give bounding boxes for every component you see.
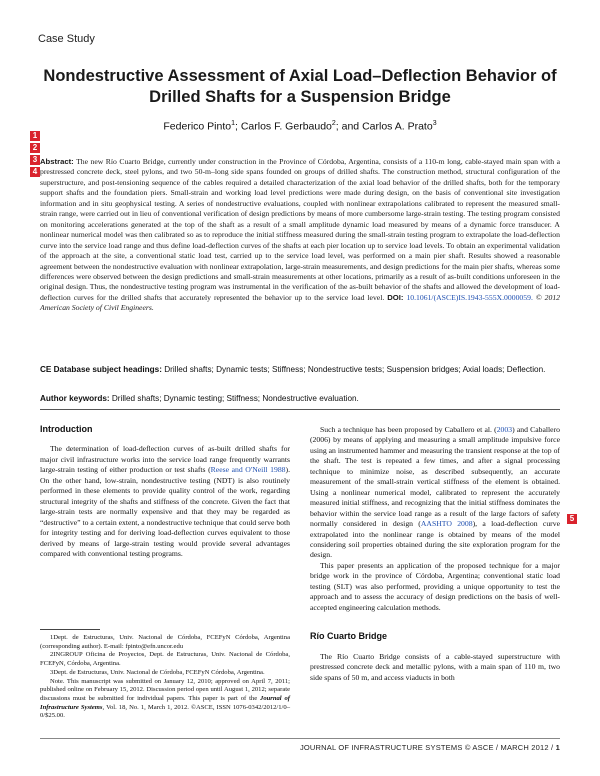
annotation-marker-5[interactable]: 5 (567, 514, 577, 524)
author-1-affil: 1 (231, 120, 235, 127)
annotation-marker-2[interactable]: 2 (30, 143, 40, 153)
paragraph (310, 425, 560, 561)
divider (40, 409, 560, 410)
author-keywords (40, 393, 560, 404)
author-3-affil: 3 (432, 120, 437, 127)
footnote-2: 2INGROUP Oficina de Proyectos, Dept. de Estructuras, Univ. Nacional de Córdoba, FCEFyN, Córdoba, Argentina. (40, 651, 290, 668)
annotation-marker-3[interactable]: 3 (30, 155, 40, 165)
intro-text: ). On the other hand, low-strain, nondestructive testing (NDT) is also routinely performed in these elements to provide quality control of the work, regarding structural integrity of the shafts and stiffness of the concrete. Given the fact that large-strain tests are normally expensive and that they may be regarded as “destructive” to a certain extent, a nondestructive technique that could serve both for integrity testing and for deriving load-deflection curves equivalent to those derived by means of large-strain testing would provide several advantages compared with conventional testing programs. (40, 465, 290, 558)
ce-database-headings (40, 364, 560, 375)
left-column (40, 424, 290, 559)
author-keywords-label: Author keywords: (40, 394, 110, 403)
note-text: Note. This manuscript was submitted on January 12, 2010; approved on April 7, 2011; published online on February 15, 2012. Discussion period open until August 1, 2012; separate discussions must be submitted for individual papers. This paper is part of the (40, 677, 290, 702)
intro-heading: Introduction (40, 424, 93, 434)
annotation-marker-4[interactable]: 4 (30, 167, 40, 177)
body-text: Such a technique has been proposed by Caballero et al. ( (320, 425, 497, 434)
annotation-marker-1[interactable]: 1 (30, 131, 40, 141)
ce-database-label: CE Database subject headings: (40, 365, 162, 374)
copyright: © 2012 American Society of Civil Engineers. (40, 292, 561, 313)
footnote-divider (40, 629, 100, 630)
citation-link[interactable]: 2003 (496, 425, 513, 434)
author-keywords-text: Drilled shafts; Dynamic testing; Stiffness; Nondestructive evaluation. (109, 394, 359, 403)
abstract-body: The new Río Cuarto Bridge, currently under construction in the Province of Córdoba, Argentina, consists of a 110-m long, cable-stayed main span with a prestressed concrete deck, steel pylons, and two 50-m–long side spans founded on groups of drilled shafts. The construction method, structural configuration of the superstructure, and post-tensioning sequence of the cables required a detailed characterization of the axial load behavior of the drilled shafts, both for the temporary support shafts and the foundation piers. Small-strain and working load level predictions were made during design, on the basis of conventional site investigation information and in situ geophysical testing. A series of nondestructive evaluations, coupled with nonlinear extrapolations calibrated to represent the measured small-strain range, were carried out in lieu of conventional verification of design predictions by means of more cumbersome large-strain testing. The testing program consisted on monitoring accelerations generated at the top of the shaft as a result of a small amplitude dynamic load measured by means of a dynamic force transducer. A nonlinear numerical model was then calibrated so as to reproduce the initial stiffness measured during the small-strain testing program to extrapolate the load-deflection curve into the service load range and thus define load-deflection curves of the shafts at each pier location up to service load levels. To obtain an experimental validation of the approach at the site, a conventional static load test, carried up to the service load level, was performed on a main pier shaft. Results showed a reasonable agreement between the nondestructive evaluation with nonlinear extrapolation, large-strain measurements, and design predictions for the main pier shafts, whereas some differences were observed between the design predictions and small-strain measurements at other locations, primarily as a result of as-built conditions unforeseen in the original design. Thus, the nondestructive testing program was instrumental in the verification of the as-built behavior of the shafts and allowed the development of load-deflection curves for the drilled shafts that accurately represented the behavior up to the service load level. (40, 157, 560, 302)
author-separator: ; (235, 120, 241, 133)
section-label: Case Study (38, 33, 95, 45)
note-text: , Vol. 18, No. 1, March 1, 2012. ©ASCE, ISSN 1076-0342/2012/1/0–0/$25.00. (40, 703, 290, 720)
author-2: Carlos F. Gerbaudo (240, 120, 332, 133)
abstract-label: Abstract: (40, 157, 74, 166)
footnote-3: 3Dept. de Estructuras, Univ. Nacional de Córdoba, FCEFyN Córdoba, Argentina. (50, 668, 265, 676)
author-list (40, 120, 560, 133)
paper-title: Nondestructive Assessment of Axial Load–Deflection Behavior of Drilled Shafts for a Suspension Bridge (43, 67, 557, 106)
intro-text: The determination of load-deflection curves of as-built drilled shafts for major civil infrastructure works into the service load range frequently warrants large-strain testing of either production or test shafts ( (40, 444, 290, 475)
footer-journal: JOURNAL OF INFRASTRUCTURE SYSTEMS © ASCE / MARCH 2012 / (299, 743, 556, 752)
page-footer (300, 743, 560, 752)
intro-paragraph (40, 444, 290, 559)
doi-label: DOI: (387, 292, 404, 302)
ce-database-text: Drilled shafts; Dynamic tests; Stiffness; Nondestructive tests; Suspension bridges; Axial loads; Deflection. (161, 365, 546, 374)
author-1: Federico Pinto (163, 120, 232, 133)
journal-name: Journal of Infrastructure Systems (40, 694, 290, 711)
abstract (40, 157, 560, 314)
section-heading: Río Cuarto Bridge (310, 631, 388, 642)
right-column (310, 425, 560, 683)
page-number: 1 (555, 743, 560, 752)
footnote-1: 1Dept. de Estructuras, Univ. Nacional de Córdoba, FCEFyN Córdoba, Argentina (corresponding author). E-mail: fpinto@efn.uncor.edu (40, 634, 290, 650)
author-separator: ; and (335, 120, 363, 133)
footnotes (40, 634, 290, 721)
paragraph: This paper presents an application of the proposed technique for a major bridge work in the province of Córdoba, Argentina; conventional static load testing (SLT) was also performed, providing a unique opportunity to test the approach and to assess the accuracy of design predictions on the basis of well-accepted engineering calculation methods. (310, 560, 560, 612)
footer-divider (40, 738, 560, 739)
paragraph: The Río Cuarto Bridge consists of a cable-stayed superstructure with prestressed concrete deck and metallic pylons, with a main span of 110 m, two side spans of 50 m, and access viaducts in both (310, 651, 560, 682)
citation-link[interactable]: Reese and O'Neill 1988 (210, 465, 286, 475)
body-text: ), a load-deflection curve extrapolated into the nonlinear range is obtained by means of the model considering soil properties obtained during the site exploration program for the design. (310, 519, 560, 560)
citation-link[interactable]: AASHTO 2008 (420, 519, 473, 529)
submission-note (40, 678, 290, 722)
author-2-affil: 2 (331, 120, 336, 127)
author-3: Carlos A. Prato (362, 120, 433, 133)
body-text: ) and Caballero (2006) by means of applying and measuring a small amplitude impulsive force using an instrumented hammer and measuring the transient response at the top of the shaft. The test is repeated a few times, and after a signal processing technique to minimize noise, as described subsequently, an accurate measurement of the small-strain vertical stiffness of the element is obtained. Using a nonlinear numerical model, calibrated to represent the accurately measured initial stiffness, and recognizing that the initial stiffness dominates the behavior within the service load range as a result of the large factors of safety normally considered in design ( (310, 425, 560, 529)
doi-link[interactable]: 10.1061/(ASCE)IS.1943-555X.0000059. (403, 292, 533, 302)
